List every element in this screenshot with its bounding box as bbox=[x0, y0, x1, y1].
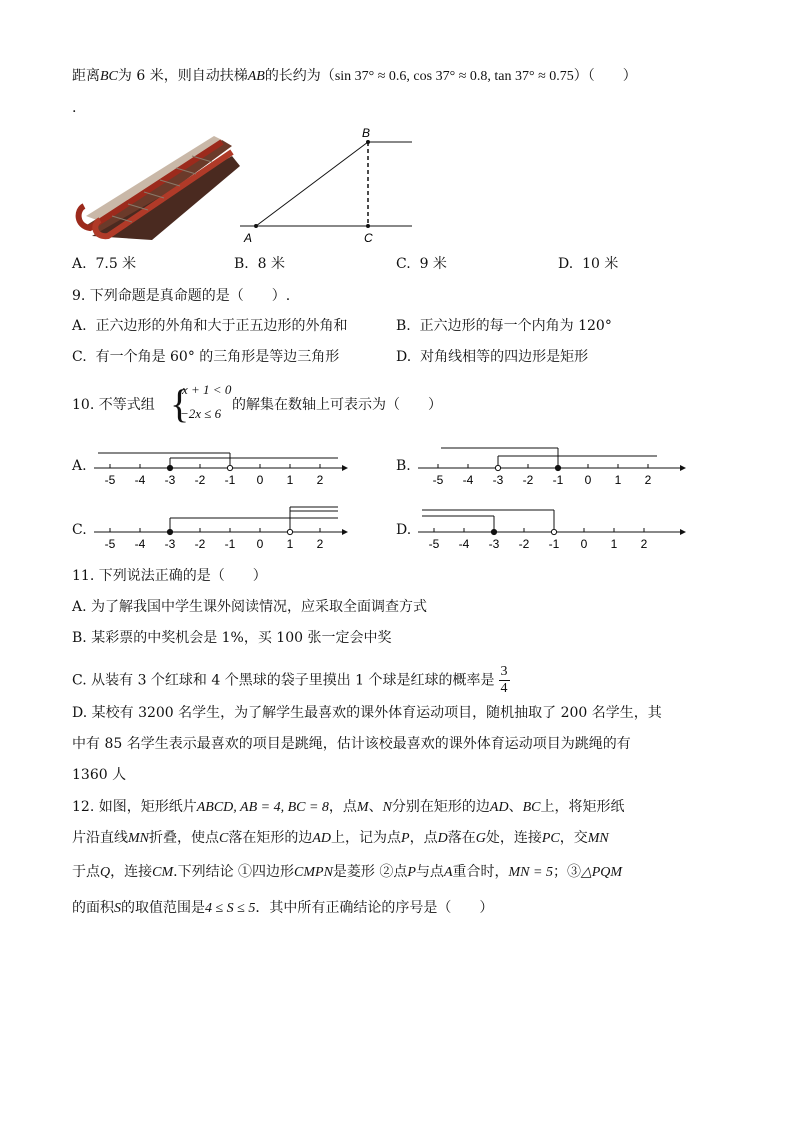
tick-label: 2 bbox=[316, 473, 324, 487]
axis-arrow bbox=[680, 529, 686, 535]
q11-option-a: A. 为了解我国中学生课外阅读情况，应采取全面调查方式 bbox=[72, 599, 428, 615]
label-a: A bbox=[244, 231, 253, 245]
q8-option-c: C. 9 米 bbox=[396, 256, 447, 272]
tick-label: 1 bbox=[614, 473, 622, 487]
q10-stem-lead: 10. 不等式组 bbox=[72, 397, 155, 413]
q8-option-d: D. 10 米 bbox=[558, 256, 619, 272]
q11-option-b: B. 某彩票的中奖机会是 1%，买 100 张一定会中奖 bbox=[72, 630, 392, 646]
tick-label: -4 bbox=[462, 473, 474, 487]
q9-option-d: D. 对角线相等的四边形是矩形 bbox=[396, 349, 589, 365]
q12-line3: 于点Q，连接CM.下列结论 ①四边形CMPN是菱形 ②点P与点A重合时，MN = 5；③△PQM bbox=[72, 864, 623, 880]
tick-label: 0 bbox=[584, 473, 592, 487]
label-b: B bbox=[362, 126, 371, 140]
q12-line2: 片沿直线MN折叠，使点C落在矩形的边AD上，记为点P，点D落在G处，连接PC，交MN bbox=[72, 830, 609, 846]
tick-label: -2 bbox=[194, 537, 206, 551]
tick-label: -3 bbox=[164, 537, 176, 551]
label-c: C bbox=[364, 231, 373, 245]
tick-label: 0 bbox=[256, 537, 264, 551]
q10-option-a-letter: A. bbox=[72, 458, 87, 474]
q10-inequality-1: x + 1 < 0 bbox=[182, 382, 232, 397]
tick-label: -1 bbox=[548, 537, 560, 551]
tick-label: 1 bbox=[286, 473, 294, 487]
q8-stem-line: 距离BC为 6 米，则自动扶梯AB的长约为（sin 37° ≈ 0.6, cos 37° ≈ 0.8, tan 37° ≈ 0.75）（ ） bbox=[72, 68, 637, 84]
escalator-image bbox=[72, 136, 242, 244]
tick-label: 1 bbox=[610, 537, 618, 551]
tick-label: 1 bbox=[286, 537, 294, 551]
q11-option-d-line1: D. 某校有 3200 名学生，为了解学生最喜欢的课外体育运动项目，随机抽取了 200 名学生，其 bbox=[72, 705, 662, 721]
q8-option-b: B. 8 米 bbox=[234, 256, 286, 272]
open-dot bbox=[227, 465, 232, 470]
closed-dot bbox=[555, 465, 560, 470]
q11-option-d-line2: 中有 85 名学生表示最喜欢的项目是跳绳，估计该校最喜欢的课外体育运动项目为跳绳的有 bbox=[72, 736, 631, 752]
tick-label: 2 bbox=[640, 537, 648, 551]
q9-option-a: A. 正六边形的外角和大于正五边形的外角和 bbox=[72, 318, 348, 334]
q11-option-c: C. 从装有 3 个红球和 4 个黑球的袋子里摸出 1 个球是红球的概率是 $\frac{3}{4}$ bbox=[72, 664, 508, 696]
tick-label: 2 bbox=[316, 537, 324, 551]
q8-stem-dot: . bbox=[72, 100, 77, 116]
number-line-b bbox=[414, 440, 694, 492]
q8-option-a: A. 7.5 米 bbox=[72, 256, 137, 272]
q10-option-b-letter: B. bbox=[396, 458, 411, 474]
q11-option-d-line3: 1360 人 bbox=[72, 767, 127, 783]
tick-label: -2 bbox=[522, 473, 534, 487]
tick-label: -4 bbox=[134, 473, 146, 487]
number-line-a bbox=[90, 440, 350, 492]
q10-option-c-letter: C. bbox=[72, 522, 87, 538]
tick-label: -5 bbox=[104, 537, 116, 551]
tick-label: -4 bbox=[458, 537, 470, 551]
fraction-three-quarters: $\frac{3}{4}$ bbox=[500, 664, 508, 696]
closed-dot bbox=[167, 465, 172, 470]
open-dot bbox=[495, 465, 500, 470]
axis-arrow bbox=[680, 465, 686, 471]
tick-label: -2 bbox=[518, 537, 530, 551]
open-dot bbox=[287, 529, 292, 534]
q9-stem: 9. 下列命题是真命题的是（ ）. bbox=[72, 288, 291, 304]
q8-triangle-figure bbox=[236, 124, 416, 248]
axis-arrow bbox=[342, 529, 348, 535]
number-line-c bbox=[90, 504, 350, 556]
open-dot bbox=[551, 529, 556, 534]
closed-dot bbox=[491, 529, 496, 534]
q9-option-b: B. 正六边形的每一个内角为 120° bbox=[396, 318, 612, 334]
q10-stem-tail: 的解集在数轴上可表示为（ ） bbox=[232, 397, 442, 413]
tick-label: 0 bbox=[580, 537, 588, 551]
tick-label: 0 bbox=[256, 473, 264, 487]
tick-label: -5 bbox=[104, 473, 116, 487]
q12-line4: 的面积S的取值范围是4 ≤ S ≤ 5．其中所有正确结论的序号是（ ） bbox=[72, 900, 494, 916]
q10-inequality-2: −2x ≤ 6 bbox=[180, 406, 222, 421]
q10-brace: { bbox=[170, 381, 190, 426]
q9-option-c: C. 有一个角是 60° 的三角形是等边三角形 bbox=[72, 349, 340, 365]
tick-label: -1 bbox=[224, 473, 236, 487]
segment-ab bbox=[256, 142, 368, 226]
q11-stem: 11. 下列说法正确的是（ ） bbox=[72, 568, 267, 584]
tick-label: -4 bbox=[134, 537, 146, 551]
q10-option-d-letter: D. bbox=[396, 522, 412, 538]
tick-label: -5 bbox=[432, 473, 444, 487]
tick-label: -2 bbox=[194, 473, 206, 487]
axis-arrow bbox=[342, 465, 348, 471]
tick-label: -1 bbox=[224, 537, 236, 551]
tick-label: -5 bbox=[428, 537, 440, 551]
tick-label: -3 bbox=[492, 473, 504, 487]
q12-line1: 12. 如图，矩形纸片ABCD, AB = 4, BC = 8，点M、N分别在矩形的边AD、BC上，将矩形纸 bbox=[72, 799, 625, 815]
number-line-d bbox=[414, 504, 694, 556]
tick-label: -3 bbox=[164, 473, 176, 487]
tick-label: -3 bbox=[488, 537, 500, 551]
q8-trig-values: sin 37° ≈ 0.6, cos 37° ≈ 0.8, tan 37° ≈ 0.75 bbox=[334, 69, 574, 84]
tick-label: 2 bbox=[644, 473, 652, 487]
tick-label: -1 bbox=[552, 473, 564, 487]
closed-dot bbox=[167, 529, 172, 534]
